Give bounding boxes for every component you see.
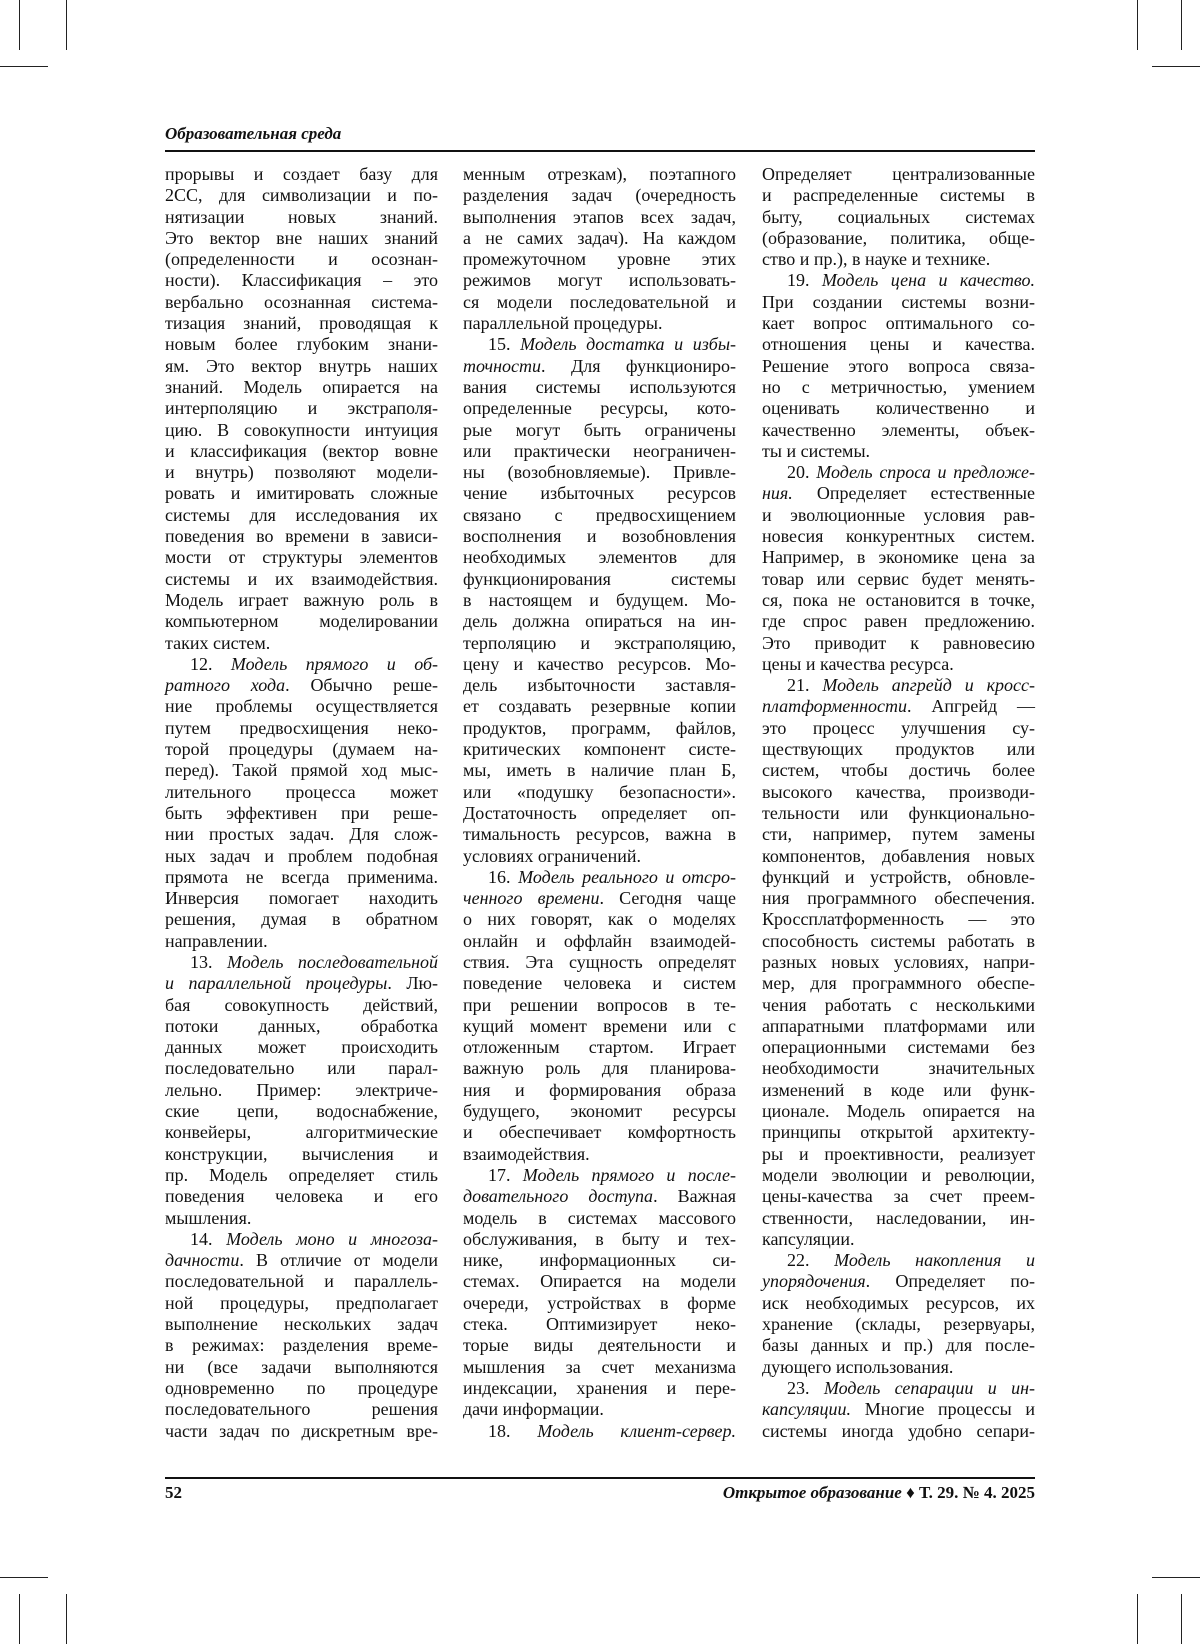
text-line: решения, думая в обратном bbox=[165, 909, 438, 930]
text-line: связано с предвосхищением bbox=[463, 505, 736, 526]
text-line: компьютерном моделировании bbox=[165, 611, 438, 632]
text-line: кает вопрос оптимального со- bbox=[762, 313, 1035, 334]
text-line bbox=[762, 696, 1035, 717]
crop-mark bbox=[19, 1594, 20, 1644]
text-line: нятизации новых знаний. bbox=[165, 207, 438, 228]
text-line: ровать и имитировать сложные bbox=[165, 483, 438, 504]
text-segment: . Сегодня чаще bbox=[599, 888, 736, 908]
text-line: критических компонент систе- bbox=[463, 739, 736, 760]
text-line: принципы открытой архитекту- bbox=[762, 1122, 1035, 1143]
text-line bbox=[165, 1250, 438, 1271]
text-segment: . В отличие от модели bbox=[239, 1250, 438, 1270]
text-line bbox=[762, 1378, 1035, 1399]
text-line: прямота не всегда применима. bbox=[165, 867, 438, 888]
text-line: о них говорят, как о моделях bbox=[463, 909, 736, 930]
text-line: новесия конкурентных систем. bbox=[762, 526, 1035, 547]
text-line: нике, информационных си- bbox=[463, 1250, 736, 1271]
text-line: цены и качества ресурса. bbox=[762, 654, 1035, 675]
text-line: пр. Модель определяет стиль bbox=[165, 1165, 438, 1186]
text-segment: 23. bbox=[787, 1378, 824, 1398]
text-line: стемах. Опирается на модели bbox=[463, 1271, 736, 1292]
journal-citation bbox=[723, 1483, 1035, 1503]
text-segment: 22. bbox=[787, 1250, 834, 1270]
text-line: операционными системами без bbox=[762, 1037, 1035, 1058]
text-line: ство и пр.), в науке и технике. bbox=[762, 249, 1035, 270]
text-line: бая совокупность действий, bbox=[165, 995, 438, 1016]
crop-mark bbox=[66, 0, 67, 50]
text-line: терполяцию и экстраполяцию, bbox=[463, 633, 736, 654]
text-line: мышления. bbox=[165, 1208, 438, 1229]
crop-mark bbox=[1152, 1577, 1200, 1578]
text-line: дель должна опираться на ин- bbox=[463, 611, 736, 632]
text-segment: 12. bbox=[190, 654, 231, 674]
text-segment: Многие процессы и bbox=[851, 1399, 1035, 1419]
text-line: взаимодействия. bbox=[463, 1144, 736, 1165]
text-line: иск необходимых ресурсов, их bbox=[762, 1293, 1035, 1314]
crop-mark bbox=[19, 0, 20, 50]
text-line: ствия. Эта сущность определят bbox=[463, 952, 736, 973]
text-line: ственности, наследовании, ин- bbox=[762, 1208, 1035, 1229]
text-line: будущего, экономит ресурсы bbox=[463, 1101, 736, 1122]
model-title: ратного хода bbox=[165, 675, 285, 695]
text-line: мы, иметь в наличие план Б, bbox=[463, 760, 736, 781]
crop-mark bbox=[1152, 66, 1200, 67]
text-line: цию. В совокупности интуиция bbox=[165, 420, 438, 441]
text-line: в настоящем и будущем. Мо- bbox=[463, 590, 736, 611]
text-line: ры и проективности, реализует bbox=[762, 1144, 1035, 1165]
running-head-section: Образовательная среда bbox=[165, 124, 341, 144]
model-title: довательного доступа bbox=[463, 1186, 653, 1206]
text-line: потоки данных, обработка bbox=[165, 1016, 438, 1037]
text-column-3 bbox=[762, 164, 1035, 1442]
text-line: менным отрезкам), поэтапного bbox=[463, 164, 736, 185]
text-line: части задач по дискретным вре- bbox=[165, 1421, 438, 1442]
text-line: ния и формирования образа bbox=[463, 1080, 736, 1101]
text-line: ных задач и проблем подобная bbox=[165, 846, 438, 867]
text-line: и распределенные системы в bbox=[762, 185, 1035, 206]
diamond-separator-icon: ♦ bbox=[906, 1483, 915, 1502]
text-line bbox=[463, 1421, 736, 1442]
text-line: знаний. Модель опирается на bbox=[165, 377, 438, 398]
footer-rule bbox=[165, 1477, 1035, 1479]
text-segment: 14. bbox=[190, 1229, 226, 1249]
text-line: вербально осознанная система- bbox=[165, 292, 438, 313]
text-column-1 bbox=[165, 164, 438, 1442]
text-segment: . Для функциониро- bbox=[541, 356, 736, 376]
model-title: капсуляции. bbox=[762, 1399, 851, 1419]
text-line: одновременно по процедуре bbox=[165, 1378, 438, 1399]
model-title: Модель реального и отсро- bbox=[518, 867, 736, 887]
text-segment: . Апгрейд — bbox=[907, 696, 1035, 716]
text-line: тимальность ресурсов, важна в bbox=[463, 824, 736, 845]
model-title: Модель апгрейд и кросс- bbox=[822, 675, 1035, 695]
text-line: прорывы и создает базу для bbox=[165, 164, 438, 185]
text-line: или практически неограничен- bbox=[463, 441, 736, 462]
text-line: ности). Классификация – это bbox=[165, 270, 438, 291]
text-line bbox=[165, 654, 438, 675]
crop-mark bbox=[1137, 1594, 1138, 1644]
text-line: или «подушку безопасности». bbox=[463, 782, 736, 803]
text-line bbox=[762, 1399, 1035, 1420]
text-segment: . Лю- bbox=[387, 973, 438, 993]
text-line: компонентов, добавления новых bbox=[762, 846, 1035, 867]
model-title: упорядочения bbox=[762, 1271, 866, 1291]
text-line: условиях ограничений. bbox=[463, 846, 736, 867]
text-line: лительного процесса может bbox=[165, 782, 438, 803]
model-title: Модель прямого и после- bbox=[523, 1165, 736, 1185]
text-line: стека. Оптимизирует неко- bbox=[463, 1314, 736, 1335]
text-line: ты и системы. bbox=[762, 441, 1035, 462]
text-line: где спрос равен предложению. bbox=[762, 611, 1035, 632]
text-line: поведения человека и его bbox=[165, 1186, 438, 1207]
crop-mark bbox=[1137, 0, 1138, 50]
model-title: и параллельной процедуры bbox=[165, 973, 387, 993]
model-title: Модель моно и многоза- bbox=[226, 1229, 438, 1249]
text-segment: 18. bbox=[488, 1421, 537, 1441]
model-title: Модель спроса и предложе- bbox=[816, 462, 1035, 482]
text-line: индексации, хранения и пере- bbox=[463, 1378, 736, 1399]
text-line: системы для исследования их bbox=[165, 505, 438, 526]
text-line: отношения цены и качества. bbox=[762, 334, 1035, 355]
text-line: Модель играет важную роль в bbox=[165, 590, 438, 611]
text-line: последовательно или парал- bbox=[165, 1058, 438, 1079]
text-line: мости от структуры элементов bbox=[165, 547, 438, 568]
text-line: путем предвосхищения неко- bbox=[165, 718, 438, 739]
text-line bbox=[165, 973, 438, 994]
text-line: интерполяцию и экстраполя- bbox=[165, 398, 438, 419]
text-line: лельно. Пример: электриче- bbox=[165, 1080, 438, 1101]
text-line: выполнения этапов всех задач, bbox=[463, 207, 736, 228]
text-line: онлайн и оффлайн взаимодей- bbox=[463, 931, 736, 952]
text-line: изменений в коде или функ- bbox=[762, 1080, 1035, 1101]
model-title: Модель прямого и об- bbox=[231, 654, 438, 674]
text-column-2 bbox=[463, 164, 736, 1442]
text-line: конструкции, вычисления и bbox=[165, 1144, 438, 1165]
model-title: точности bbox=[463, 356, 541, 376]
text-line: Кроссплатформенность — это bbox=[762, 909, 1035, 930]
text-line: ционале. Модель опирается на bbox=[762, 1101, 1035, 1122]
crop-mark bbox=[1181, 1594, 1182, 1644]
text-line: торые виды деятельности и bbox=[463, 1335, 736, 1356]
text-line: в режимах: разделения време- bbox=[165, 1335, 438, 1356]
text-segment: . Важная bbox=[653, 1186, 736, 1206]
text-line bbox=[463, 334, 736, 355]
text-line: важную роль для планирова- bbox=[463, 1058, 736, 1079]
journal-name: Открытое образование bbox=[723, 1483, 902, 1502]
text-line: перед). Такой прямой ход мыс- bbox=[165, 760, 438, 781]
text-segment: 19. bbox=[787, 270, 822, 290]
model-title: Модель достатка и избы- bbox=[520, 334, 736, 354]
text-line: качественно элементы, объек- bbox=[762, 420, 1035, 441]
text-line: данных может происходить bbox=[165, 1037, 438, 1058]
text-line: и обеспечивает комфортность bbox=[463, 1122, 736, 1143]
text-line bbox=[463, 356, 736, 377]
model-title: Модель клиент-сервер. bbox=[537, 1421, 736, 1441]
model-title: платформенности bbox=[762, 696, 907, 716]
text-line bbox=[762, 462, 1035, 483]
text-line: рые могут быть ограничены bbox=[463, 420, 736, 441]
text-line: разных новых условиях, напри- bbox=[762, 952, 1035, 973]
text-line: кущий момент времени или с bbox=[463, 1016, 736, 1037]
text-line bbox=[762, 270, 1035, 291]
text-line: оценивать количественно и bbox=[762, 398, 1035, 419]
text-line: торой процедуры (думаем на- bbox=[165, 739, 438, 760]
text-line bbox=[165, 1229, 438, 1250]
text-line bbox=[463, 867, 736, 888]
text-line: очереди, устройствах в форме bbox=[463, 1293, 736, 1314]
text-line: быту, социальных системах bbox=[762, 207, 1035, 228]
text-line: ся, пока не остановится в точке, bbox=[762, 590, 1035, 611]
text-line: а не самих задач). На каждом bbox=[463, 228, 736, 249]
text-line: восполнения и возобновления bbox=[463, 526, 736, 547]
text-line: новым более глубоким знани- bbox=[165, 334, 438, 355]
text-line: Решение этого вопроса связа- bbox=[762, 356, 1035, 377]
text-line: вания системы используются bbox=[463, 377, 736, 398]
text-line bbox=[762, 1250, 1035, 1271]
text-line: мышления за счет механизма bbox=[463, 1357, 736, 1378]
page-number: 52 bbox=[165, 1483, 182, 1503]
text-segment: 15. bbox=[488, 334, 520, 354]
text-line bbox=[762, 483, 1035, 504]
text-line: функций и устройств, обновле- bbox=[762, 867, 1035, 888]
model-title: Модель накопления и bbox=[834, 1250, 1035, 1270]
text-segment: 17. bbox=[488, 1165, 523, 1185]
text-line: цены-качества за счет преем- bbox=[762, 1186, 1035, 1207]
text-line: дачи информации. bbox=[463, 1399, 736, 1420]
text-line: Определяет централизованные bbox=[762, 164, 1035, 185]
text-line: разделения задач (очередность bbox=[463, 185, 736, 206]
text-line: мер, для программного обеспе- bbox=[762, 973, 1035, 994]
text-segment: . Обычно реше- bbox=[285, 675, 438, 695]
text-line: ни (все задачи выполняются bbox=[165, 1357, 438, 1378]
text-line bbox=[165, 952, 438, 973]
text-line: базы данных и пр.) для после- bbox=[762, 1335, 1035, 1356]
text-line: ществующих продуктов или bbox=[762, 739, 1035, 760]
text-segment: Определяет естественные bbox=[793, 483, 1035, 503]
text-line bbox=[463, 888, 736, 909]
text-line: и эволюционные условия рав- bbox=[762, 505, 1035, 526]
text-line: модели эволюции и революции, bbox=[762, 1165, 1035, 1186]
text-line: ны (возобновляемые). Привле- bbox=[463, 462, 736, 483]
text-line: направлении. bbox=[165, 931, 438, 952]
text-line: поведение человека и систем bbox=[463, 973, 736, 994]
text-line: аппаратными платформами или bbox=[762, 1016, 1035, 1037]
text-line bbox=[165, 675, 438, 696]
header-rule bbox=[165, 150, 1035, 152]
text-line: дующего использования. bbox=[762, 1357, 1035, 1378]
text-line: Например, в экономике цена за bbox=[762, 547, 1035, 568]
text-line: Достаточность определяет оп- bbox=[463, 803, 736, 824]
text-line: сти, например, путем замены bbox=[762, 824, 1035, 845]
journal-issue: Т. 29. № 4. 2025 bbox=[919, 1483, 1035, 1502]
text-line: и классификация (вектор вовне bbox=[165, 441, 438, 462]
text-line: нии простых задач. Для слож- bbox=[165, 824, 438, 845]
text-line: и внутрь) позволяют модели- bbox=[165, 462, 438, 483]
text-line: последовательного решения bbox=[165, 1399, 438, 1420]
text-line: чение избыточных ресурсов bbox=[463, 483, 736, 504]
text-line: конвейеры, алгоритмические bbox=[165, 1122, 438, 1143]
text-line: необходимости значительных bbox=[762, 1058, 1035, 1079]
crop-mark bbox=[0, 1577, 48, 1578]
crop-mark bbox=[1181, 0, 1182, 50]
text-line: таких систем. bbox=[165, 633, 438, 654]
text-line: последовательной и параллель- bbox=[165, 1271, 438, 1292]
model-title: Модель последовательной bbox=[227, 952, 438, 972]
text-line: ся модели последовательной и bbox=[463, 292, 736, 313]
model-title: дачности bbox=[165, 1250, 239, 1270]
text-line: системы и их взаимодействия. bbox=[165, 569, 438, 590]
text-line: систем, чтобы достичь более bbox=[762, 760, 1035, 781]
text-line bbox=[463, 1165, 736, 1186]
text-line: поведения во времени в зависи- bbox=[165, 526, 438, 547]
text-line: цену и качество ресурсов. Мо- bbox=[463, 654, 736, 675]
text-segment: 16. bbox=[488, 867, 518, 887]
text-line: тельности или функционально- bbox=[762, 803, 1035, 824]
text-segment: 13. bbox=[190, 952, 227, 972]
text-line: ния программного обеспечения. bbox=[762, 888, 1035, 909]
text-line: модель в системах массового bbox=[463, 1208, 736, 1229]
text-line: высокого качества, производи- bbox=[762, 782, 1035, 803]
text-segment: 20. bbox=[787, 462, 816, 482]
text-line: При создании системы возни- bbox=[762, 292, 1035, 313]
text-line: ет создавать резервные копии bbox=[463, 696, 736, 717]
text-line: (определенности и осознан- bbox=[165, 249, 438, 270]
text-line: Это вектор вне наших знаний bbox=[165, 228, 438, 249]
text-line bbox=[762, 675, 1035, 696]
text-line: необходимых элементов для bbox=[463, 547, 736, 568]
text-line bbox=[762, 1271, 1035, 1292]
text-segment: . Определяет по- bbox=[866, 1271, 1035, 1291]
text-line: (образование, политика, обще- bbox=[762, 228, 1035, 249]
text-line: дель избыточности заставля- bbox=[463, 675, 736, 696]
text-line: продуктов, программ, файлов, bbox=[463, 718, 736, 739]
text-line: ские цепи, водоснабжение, bbox=[165, 1101, 438, 1122]
text-line: способность системы работать в bbox=[762, 931, 1035, 952]
text-line: Инверсия помогает находить bbox=[165, 888, 438, 909]
text-line bbox=[463, 1186, 736, 1207]
text-line: определенные ресурсы, кото- bbox=[463, 398, 736, 419]
text-line: ной процедуры, предполагает bbox=[165, 1293, 438, 1314]
crop-mark bbox=[66, 1594, 67, 1644]
text-line: обслуживания, в быту и тех- bbox=[463, 1229, 736, 1250]
model-title: ченного времени bbox=[463, 888, 599, 908]
text-line: ям. Это вектор внутрь наших bbox=[165, 356, 438, 377]
text-line: при решении вопросов в те- bbox=[463, 995, 736, 1016]
text-line: 2СС, для символизации и по- bbox=[165, 185, 438, 206]
model-title: ния. bbox=[762, 483, 793, 503]
text-segment: 21. bbox=[787, 675, 822, 695]
model-title: Модель сепарации и ин- bbox=[824, 1378, 1035, 1398]
text-line: ние проблемы осуществляется bbox=[165, 696, 438, 717]
text-line: отложенным стартом. Играет bbox=[463, 1037, 736, 1058]
text-line: режимов могут использовать- bbox=[463, 270, 736, 291]
text-line: хранение (склады, резервуары, bbox=[762, 1314, 1035, 1335]
text-line: чения работать с несколькими bbox=[762, 995, 1035, 1016]
text-line: Это приводит к равновесию bbox=[762, 633, 1035, 654]
text-line: тизация знаний, проводящая к bbox=[165, 313, 438, 334]
model-title: Модель цена и качество. bbox=[822, 270, 1035, 290]
text-line: но с метричностью, умением bbox=[762, 377, 1035, 398]
text-line: функционирования системы bbox=[463, 569, 736, 590]
crop-mark bbox=[0, 66, 48, 67]
text-line: выполнение нескольких задач bbox=[165, 1314, 438, 1335]
text-line: это процесс улучшения су- bbox=[762, 718, 1035, 739]
text-line: системы иногда удобно сепари- bbox=[762, 1421, 1035, 1442]
text-line: капсуляции. bbox=[762, 1229, 1035, 1250]
text-line: товар или сервис будет менять- bbox=[762, 569, 1035, 590]
text-line: параллельной процедуры. bbox=[463, 313, 736, 334]
text-line: промежуточном уровне этих bbox=[463, 249, 736, 270]
text-line: быть эффективен при реше- bbox=[165, 803, 438, 824]
